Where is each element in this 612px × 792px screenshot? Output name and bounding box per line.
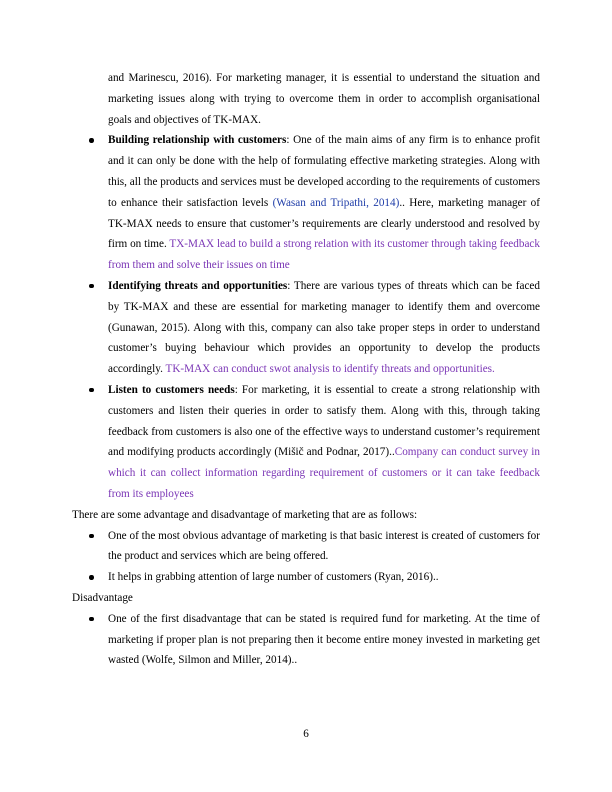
advantage-text: One of the most obvious advantage of marketing is that basic interest is created of customers for the product and services which are being offered. (108, 529, 540, 563)
bullet-heading: Identifying threats and opportunities (108, 279, 288, 292)
annotation-note: TK-MAX can conduct swot analysis to identify threats and opportunities. (165, 363, 495, 376)
advantage-text: It helps in grabbing attention of large number of customers (Ryan, 2016).. (108, 571, 439, 584)
disadvantage-bullet-list (72, 609, 540, 671)
list-item (72, 276, 540, 380)
bullet-heading: Building relationship with customers (108, 134, 287, 147)
bullet-icon (89, 138, 94, 143)
strategy-bullet-list (72, 130, 540, 504)
bullet-text: .. Here, marketing manager of TK-MAX needs to ensure that customer’s requirements are clearly understood and resolved by firm on time. (108, 196, 540, 251)
bullet-icon (89, 284, 94, 289)
citation: (Mišič and Podnar, 2017) (274, 446, 390, 459)
bullet-text: : One of the main aims of any firm is to enhance profit and it can only be done with the help of formulating effective marketing strategies. Along with this, all the products and services must be developed according to the requirements of customers to enhance their satisfaction levels (108, 134, 540, 209)
bullet-icon (89, 388, 94, 393)
list-item (72, 526, 540, 568)
continuation-paragraph: and Marinescu, 2016). For marketing manager, it is essential to understand the situation and marketing issues along with trying to overcome them in order to accomplish organisational goals and objectives of TK-MAX. (108, 72, 540, 126)
bullet-text: : For marketing, it is essential to create a strong relationship with customers and listen their queries in order to satisfy them. Along with this, through taking feedback from customers is also one of the effective ways to understand customer’s requirement and modifying products accordingly (108, 383, 540, 459)
document-page (72, 68, 540, 671)
disadvantage-heading: Disadvantage (72, 591, 133, 604)
bullet-text: : There are various types of threats which can be faced by TK-MAX and these are essential for marketing manager to identify them and overcome (Gunawan, 2015). Along with this, company can also take proper steps in order to understand customer’s buying behaviour which provides an opportunity to develop the products accordingly. (108, 279, 540, 376)
bullet-icon (89, 617, 94, 622)
list-item (72, 567, 540, 588)
list-item (72, 609, 540, 671)
page-number: 6 (303, 728, 309, 740)
citation: (Wolfe, Silmon and Miller, 2014) (141, 654, 292, 667)
list-item (72, 380, 540, 505)
bullet-text: .. (389, 446, 395, 459)
annotation-note: Company can conduct survey in which it can collect information regarding requirement of customers or it can take feedback from its employees (108, 446, 540, 500)
disadvantage-text: One of the first disadvantage that can be stated is required fund for marketing. At the time of marketing if proper plan is not preparing then it become entire money invested in marketing get wasted (108, 612, 540, 667)
annotation-note: TX-MAX lead to build a strong relation with its customer through taking feedback from them and solve their issues on time (108, 238, 540, 272)
bullet-icon (89, 575, 94, 580)
advantage-bullet-list (72, 526, 540, 588)
advantage-intro: There are some advantage and disadvantage of marketing that are as follows: (72, 508, 418, 521)
list-item (72, 130, 540, 276)
bullet-icon (89, 534, 94, 539)
bullet-heading: Listen to customers needs (108, 383, 235, 396)
disadvantage-text: .. (291, 654, 298, 667)
citation: (Wasan and Tripathi, 2014) (272, 196, 400, 209)
